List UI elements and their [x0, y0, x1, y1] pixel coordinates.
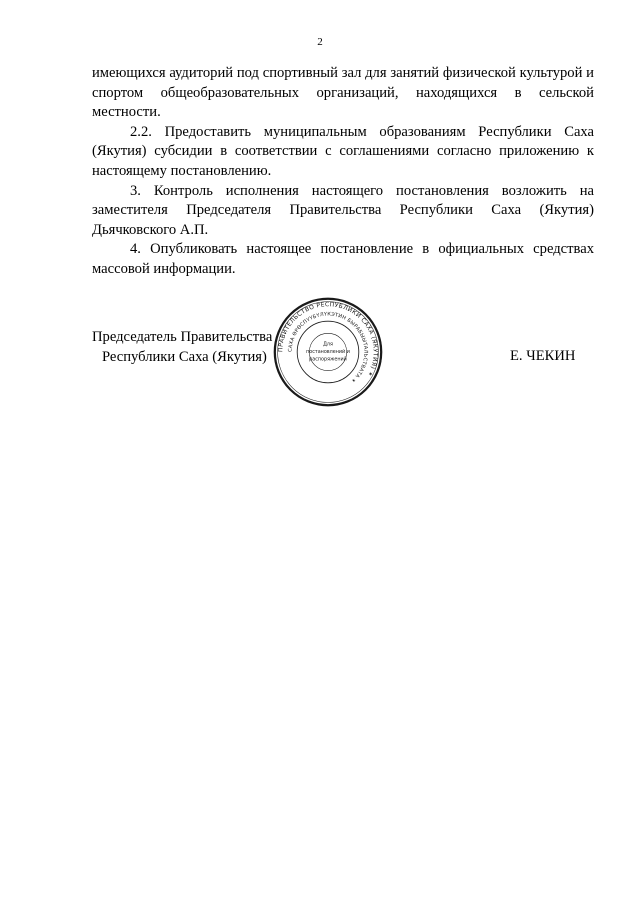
- seal-ring-text: ПРАВИТЕЛЬСТВО РЕСПУБЛИКИ САХА (ЯКУТИЯ) ✶: [277, 301, 379, 378]
- paragraph-3: 3. Контроль исполнения настоящего постановления возложить на заместителя Председателя Правительства Республики Саха (Якутия) Дьячковского А.П.: [92, 182, 594, 238]
- paragraph-2-2: 2.2. Предоставить муниципальным образованиям Республики Саха (Якутия) субсидии в соответствии с соглашениями согласно приложению к настоящему постановлению.: [92, 123, 594, 179]
- seal-ring-text-inner: САХА ӨРӨСПҮҮБҮЛҮКЭТИН БЫРАБЫЫТАЛЬСТВАТА ✶: [287, 311, 369, 384]
- official-seal: [272, 296, 384, 408]
- document-body: [92, 64, 594, 280]
- seal-center-text-1: Для: [323, 341, 333, 348]
- seal-center-text-2: постановлений и: [306, 348, 350, 355]
- signatory-name: Е. ЧЕКИН: [510, 348, 576, 364]
- page-number: 2: [317, 36, 323, 48]
- signatory-title: [92, 328, 272, 367]
- seal-center-text-3: распоряжений: [309, 356, 347, 363]
- paragraph-continuation: имеющихся аудиторий под спортивный зал для занятий физической культурой и спортом общеобразовательных организаций, находящихся в сельской местности.: [92, 65, 594, 121]
- signatory-title-line-2: Республики Саха (Якутия): [102, 348, 267, 365]
- signatory-title-line-1: Председатель Правительства: [92, 329, 273, 345]
- paragraph-4: 4. Опубликовать настоящее постановление в официальных средствах массовой информации.: [92, 241, 594, 277]
